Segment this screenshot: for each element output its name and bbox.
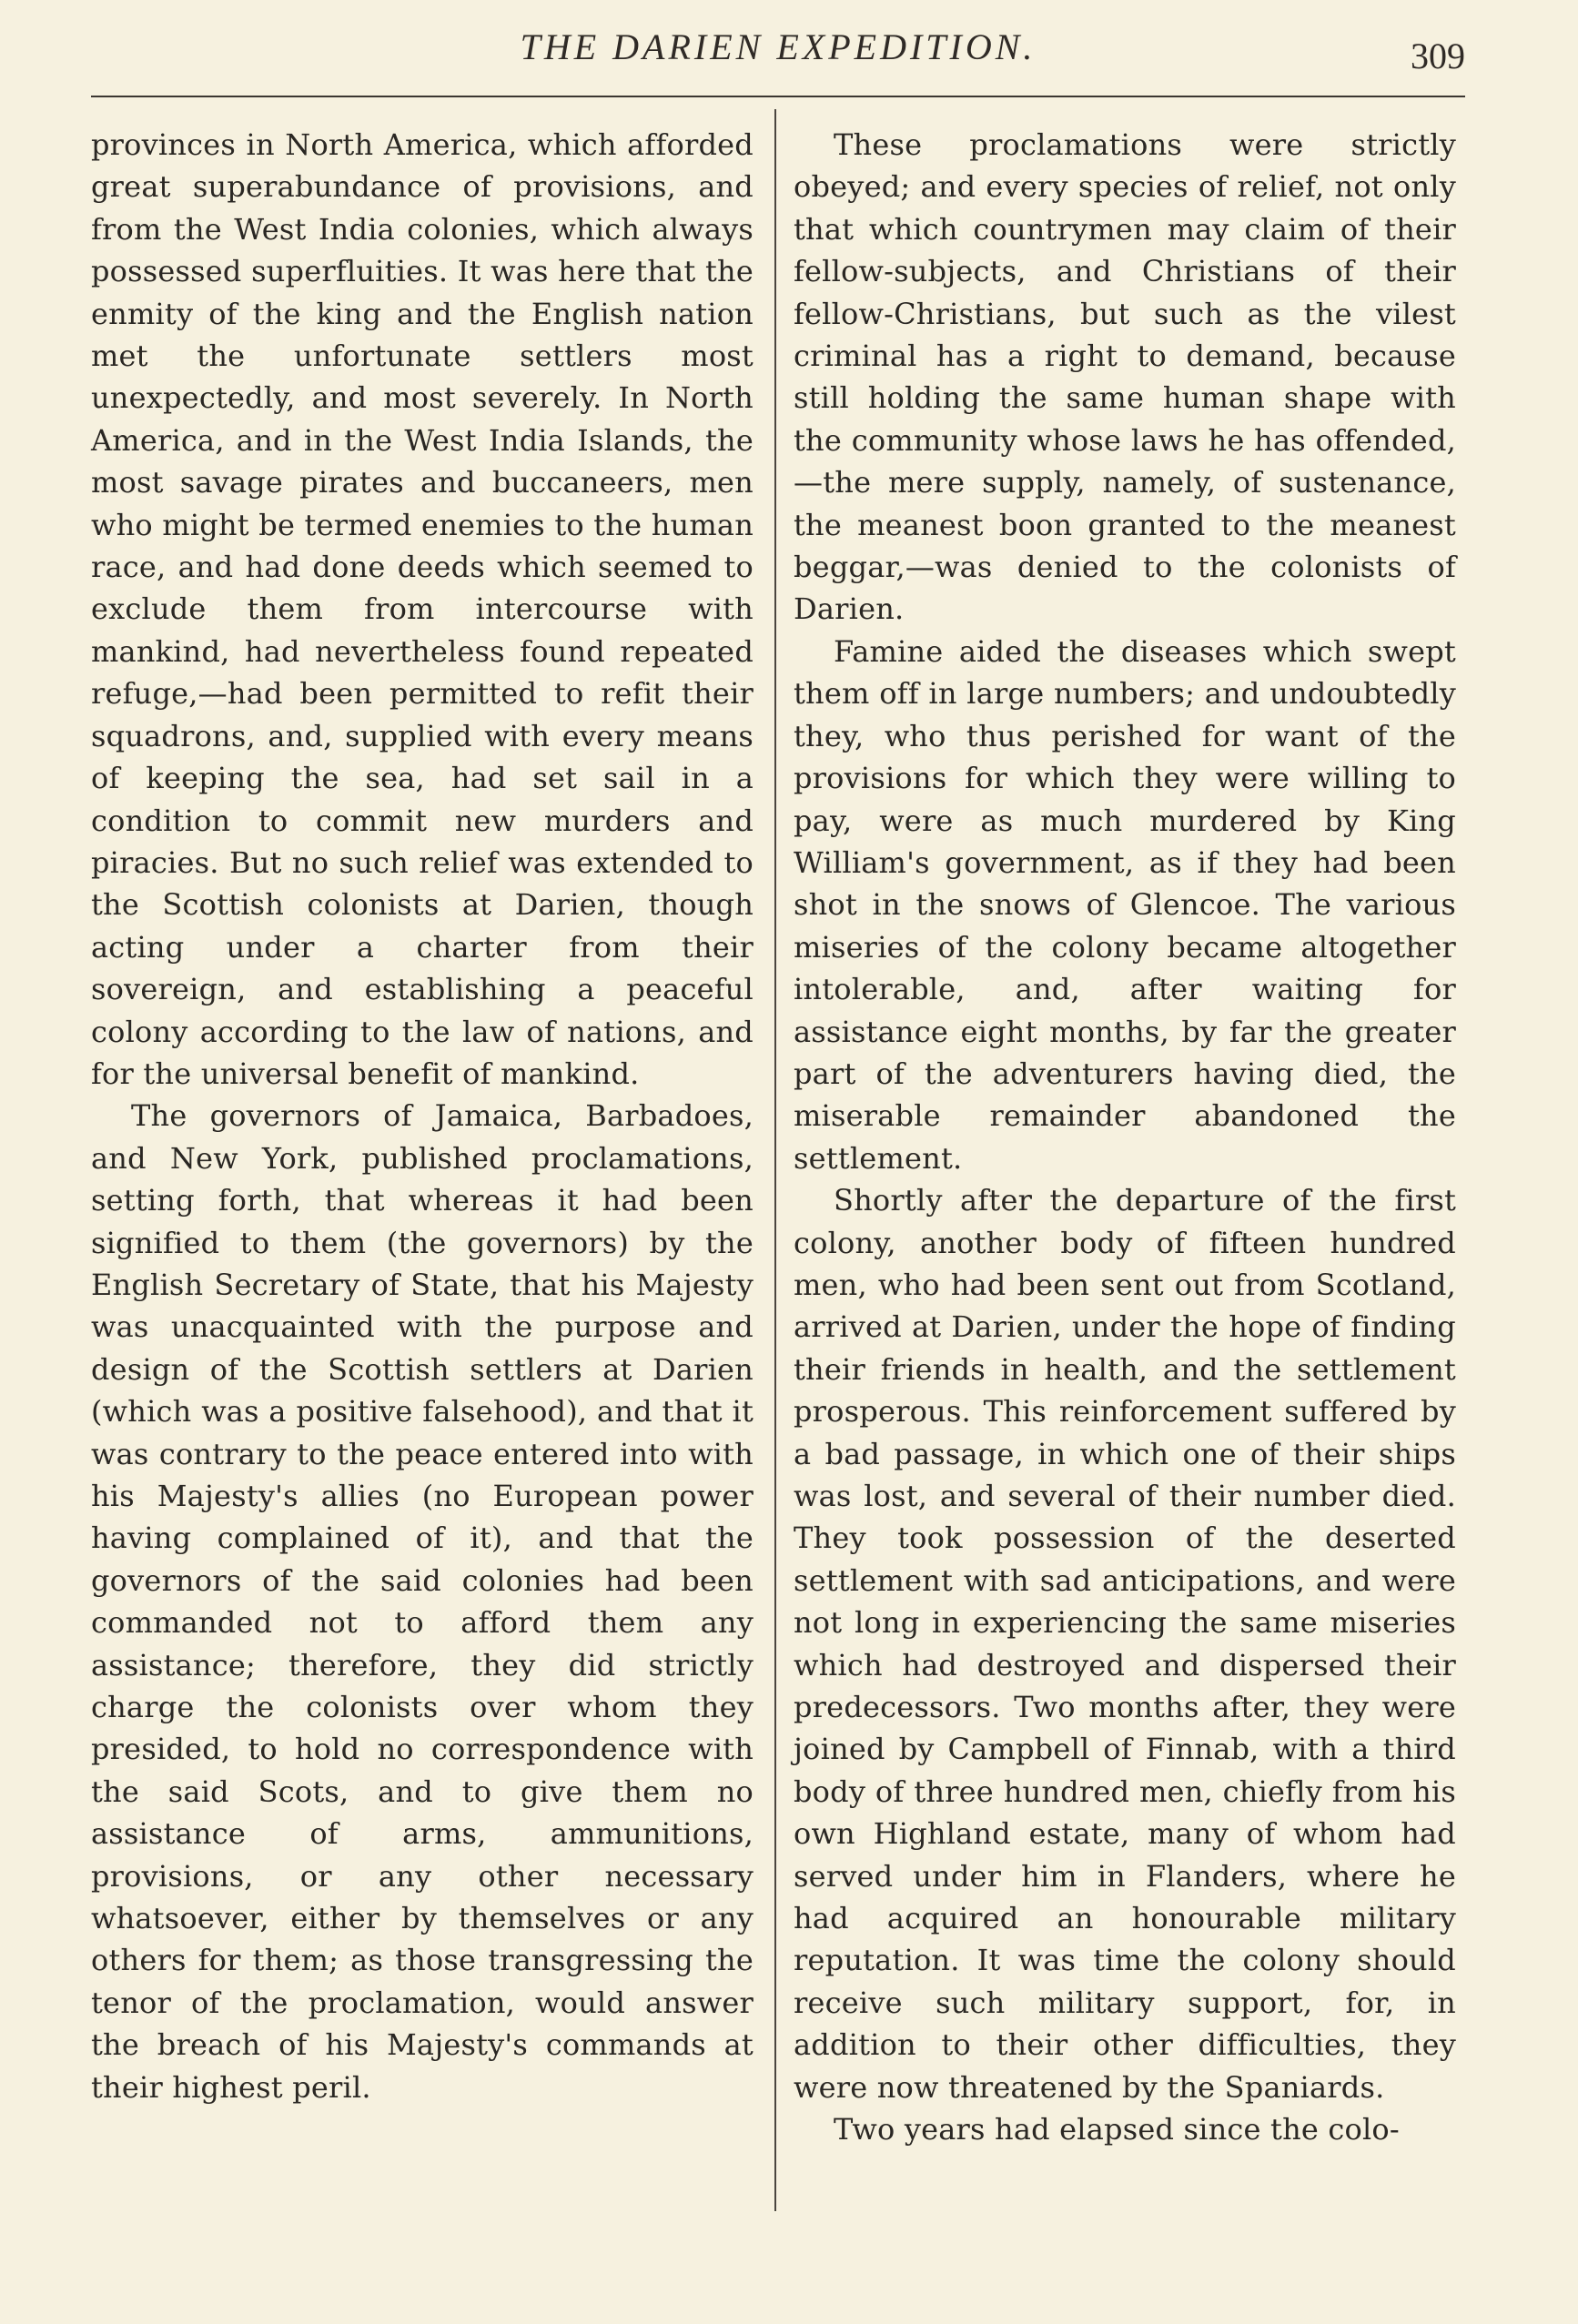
paragraph: Shortly after the departure of the first colony, another body of fifteen hundred men, who had been sent out from Scotland, arrived at Darien, under the hope of finding their friends in health, and the settlement prosperous. This reinforcement suffered by a bad passage, in which one of their ships was lost, and several of their number died. They took possession of the deserted settlement with sad anticipations, and were not long in experiencing the same miseries which had destroyed and dispersed their predecessors. Two months after, they were joined by Campbell of Finnab, with a third body of three hundred men, chiefly from his own Highland estate, many of whom had served under him in Flanders, where he had acquired an honourable military reputation. It was time the colony should receive such military support, for, in addition to their other difficulties, they were now threatened by the Spaniards. (794, 1183, 1456, 2105)
page-number: 309 (1411, 35, 1465, 76)
running-head (91, 25, 1465, 80)
running-title: THE DARIEN EXPEDITION. (520, 26, 1037, 67)
paragraph: Two years had elapsed since the colo- (834, 2112, 1400, 2147)
paragraph: The governors of Jamaica, Barbadoes, and New York, published proclamations, setting forth, that whereas it had been signified to them (the governors) by the English Secretary of State, that his Majesty was unacquainted with the purpose and design of the Scottish settlers at Darien (which was a positive falsehood), and that it was contrary to the peace entered into with his Majesty's allies (no European power having complained of it), and that the governors of the said colonies had been commanded not to afford them any assistance; therefore, they did strictly charge the colonists over whom they presided, to hold no correspondence with the said Scots, and to give them no assistance of arms, ammunitions, provisions, or any other necessary whatsoever, either by themselves or any others for them; as those transgressing the tenor of the proclamation, would answer the breach of his Majesty's commands at their highest peril. (91, 1098, 754, 2105)
header-rule (91, 96, 1465, 97)
left-column (91, 124, 754, 2108)
column-divider (774, 109, 776, 2211)
right-column (794, 124, 1456, 2151)
paragraph: These proclamations were strictly obeyed; and every species of relief, not only that which countrymen may claim of their fellow-subjects, and Christians of their fellow-Christians, but such as the vilest criminal has a right to demand, because still holding the same human shape with the community whose laws he has offended,—the mere supply, namely, of sustenance, the meanest boon granted to the meanest beggar,—was denied to the colonists of Darien. (794, 127, 1456, 627)
paragraph: Famine aided the diseases which swept them off in large numbers; and undoubtedly they, who thus perished for want of the provisions for which they were willing to pay, were as much murdered by King William's government, as if they had been shot in the snows of Glencoe. The various miseries of the colony became altogether intolerable, and, after waiting for assistance eight months, by far the greater part of the adventurers having died, the miserable remainder abandoned the settlement. (794, 633, 1456, 1176)
paragraph: provinces in North America, which afforded great superabundance of provisions, and from the West India colonies, which always possessed superfluities. It was here that the enmity of the king and the English nation met the unfortunate settlers most unexpectedly, and most severely. In North America, and in the West India Islands, the most savage pirates and buccaneers, men who might be termed enemies to the human race, and had done deeds which seemed to exclude them from intercourse with mankind, had nevertheless found repeated refuge,—had been permitted to refit their squadrons, and, supplied with every means of keeping the sea, had set sail in a condition to commit new murders and piracies. But no such relief was extended to the Scottish colonists at Darien, though acting under a charter from their sovereign, and establishing a peaceful colony according to the law of nations, and for the universal benefit of mankind. (91, 127, 754, 1091)
